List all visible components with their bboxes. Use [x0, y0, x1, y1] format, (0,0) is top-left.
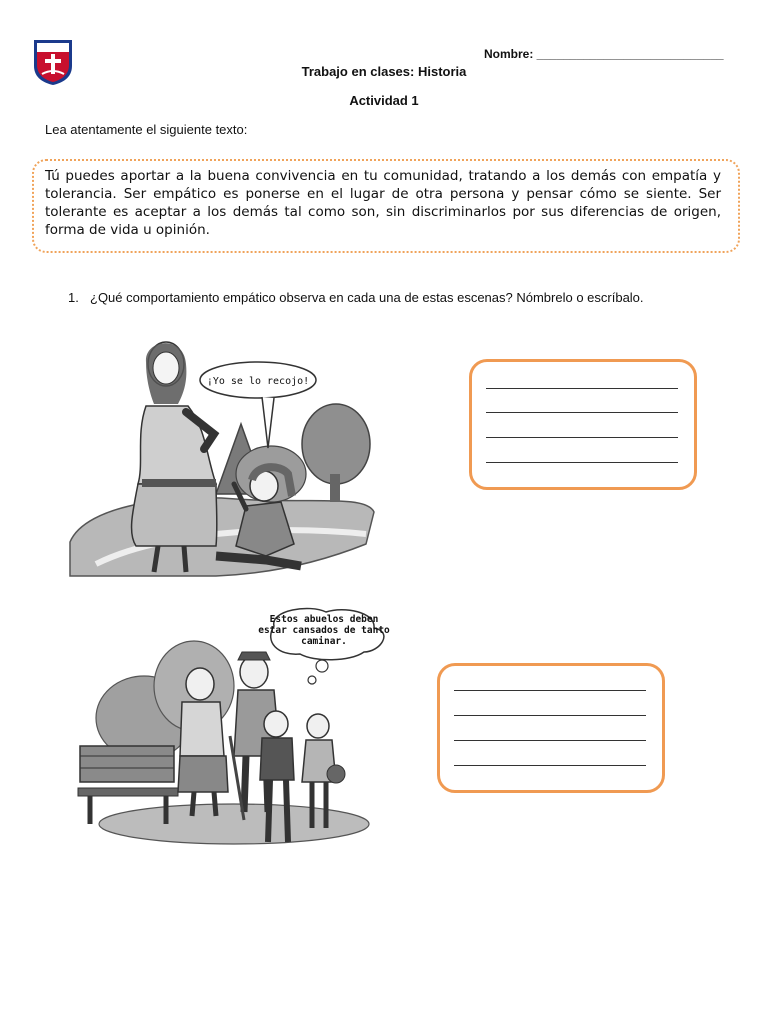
answer-line	[486, 437, 678, 438]
scene-1-illustration	[66, 334, 378, 580]
scene-2-thought-line-2: estar cansados de tanto	[258, 625, 390, 636]
question-text: ¿Qué comportamiento empático observa en cada una de estas escenas? Nómbrelo o escríbalo.	[90, 290, 644, 305]
scene-2-thought-line-1: Estos abuelos deben	[269, 614, 379, 625]
answer-line	[486, 412, 678, 413]
answer-line	[486, 388, 678, 389]
answer-box-scene-1[interactable]	[469, 359, 697, 490]
answer-box-scene-2[interactable]	[437, 663, 665, 793]
activity-title: Actividad 1	[349, 93, 419, 108]
reading-instruction: Lea atentamente el siguiente texto:	[45, 122, 248, 137]
question-1	[68, 290, 644, 305]
answer-line	[454, 740, 646, 741]
answer-line	[486, 462, 678, 463]
student-name-field: Nombre: ____________________________	[484, 47, 724, 61]
scene-2-illustration	[74, 606, 428, 856]
question-number: 1.	[68, 290, 79, 305]
scene-2-thought-line-3: caminar.	[301, 636, 347, 647]
answer-line	[454, 715, 646, 716]
worksheet-title: Trabajo en clases: Historia	[301, 64, 467, 79]
answer-line	[454, 765, 646, 766]
scene-1-speech-text: ¡Yo se lo recojo!	[206, 376, 310, 387]
reading-paragraph: Tú puedes aportar a la buena convivencia en tu comunidad, tratando a los demás con empatía y tolerancia. Ser empático es ponerse en el lugar de otra persona y pensar cómo se siente. Ser tolerante es aceptar a los demás tal como son, sin discriminarlos por sus diferencias de origen, forma de vida u opinión.	[45, 168, 721, 238]
answer-line	[454, 690, 646, 691]
